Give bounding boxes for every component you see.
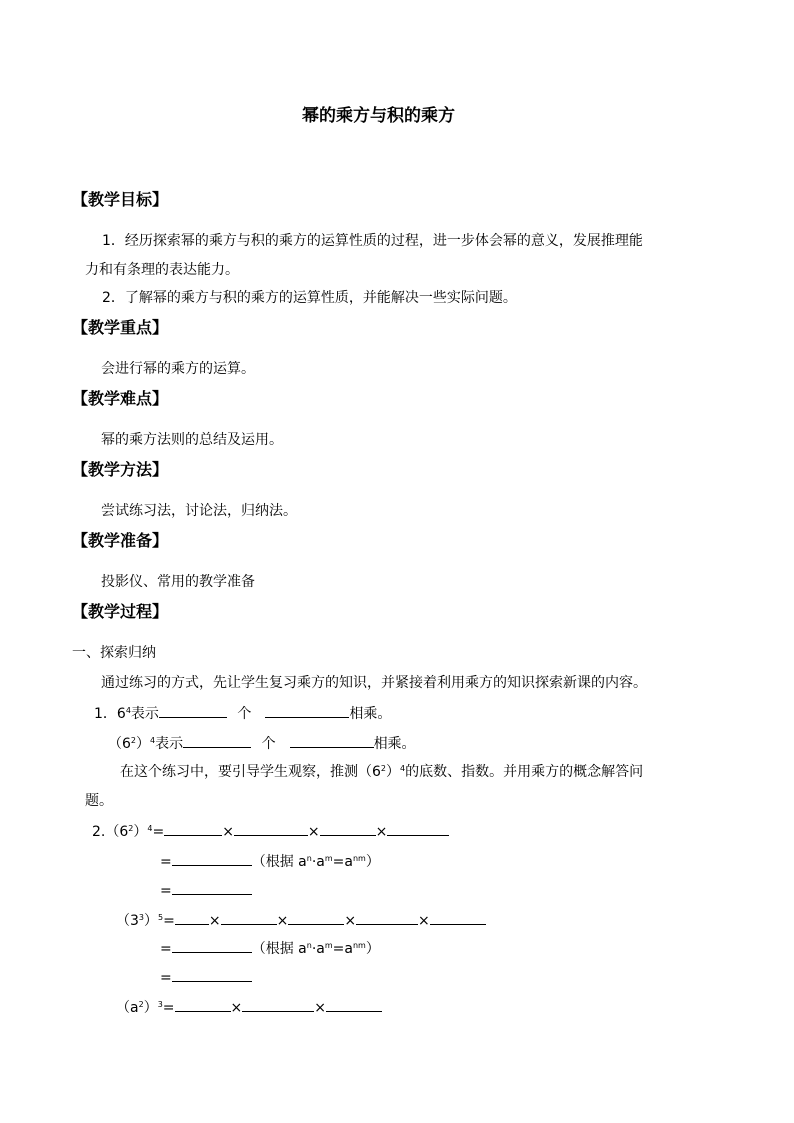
equals-sign: = <box>160 883 172 899</box>
q1b-close: ） <box>136 736 151 752</box>
times-sign: × <box>208 913 221 929</box>
q3-exp-5: 5 <box>158 913 164 922</box>
goal-1-line-2: 力和有条理的表达能力。 <box>85 262 239 278</box>
heading-process: 【教学过程】 <box>72 602 169 621</box>
q2-blank-2[interactable] <box>234 821 308 836</box>
q1-number: 1．6 <box>94 706 126 722</box>
q3-blank-6[interactable] <box>172 938 252 953</box>
q1b-ge-label: 个 <box>261 736 276 752</box>
question-3-line-1 <box>116 910 486 931</box>
q1-blank-1[interactable] <box>159 703 227 718</box>
q4-base: （a <box>116 1000 139 1016</box>
q3-base: （3 <box>116 913 139 929</box>
q3-blank-1[interactable] <box>175 910 209 925</box>
heading-method: 【教学方法】 <box>72 460 169 479</box>
q4-exp-3: 3 <box>157 1000 163 1009</box>
q2-exp-4: 4 <box>147 824 153 833</box>
q4-blank-2[interactable] <box>242 997 314 1012</box>
q1-means-label: 表示 <box>130 706 159 722</box>
difficulty-text: 幂的乘方法则的总结及运用。 <box>101 432 283 448</box>
q2-equals: = <box>152 824 165 840</box>
q3-blank-7[interactable] <box>172 967 252 982</box>
q3-blank-3[interactable] <box>288 910 344 925</box>
times-sign: × <box>314 1000 326 1016</box>
goal-1-line-1: 1．经历探索幂的乘方与积的乘方的运算性质的过程，进一步体会幂的意义，发展推理能 <box>102 233 643 249</box>
question-1b <box>108 733 416 754</box>
teaching-note-line-2: 题。 <box>85 793 113 809</box>
method-text: 尝试练习法，讨论法，归纳法。 <box>101 503 297 519</box>
heading-goals: 【教学目标】 <box>72 190 169 209</box>
equals-sign: = <box>160 854 172 870</box>
key-points-text: 会进行幂的乘方的运算。 <box>101 361 255 377</box>
q2-blank-3[interactable] <box>320 821 376 836</box>
q2-exp-2: 2 <box>128 824 134 833</box>
times-sign: × <box>344 913 357 929</box>
q1b-exp-2: 2 <box>130 736 137 745</box>
q2-blank-6[interactable] <box>172 880 252 895</box>
question-2-line-2 <box>160 851 380 872</box>
note-exp-2: 2 <box>380 764 386 773</box>
q3-close: ） <box>144 913 159 929</box>
q4-blank-3[interactable] <box>326 997 382 1012</box>
document-title: 幂的乘方与积的乘方 <box>302 106 455 126</box>
note-text-a: 在这个练习中，要引导学生观察，推测（6 <box>120 764 381 780</box>
q1b-blank-2[interactable] <box>290 733 374 748</box>
q1b-base: （6 <box>108 736 131 752</box>
times-sign: × <box>375 824 388 840</box>
basis-note: （根据 $a^n\cdot a^m=a^{nm}$） <box>251 941 380 957</box>
question-2-line-1 <box>92 821 449 842</box>
q1b-end-label: 相乘。 <box>373 736 416 752</box>
q3-blank-2[interactable] <box>221 910 277 925</box>
q4-exp-2: 2 <box>138 1000 144 1009</box>
intro-text: 通过练习的方式，先让学生复习乘方的知识，并紧接着利用乘方的知识探索新课的内容。 <box>101 675 647 691</box>
q1-end-label: 相乘。 <box>349 706 392 722</box>
teaching-note-line-1 <box>120 762 643 782</box>
heading-preparation: 【教学准备】 <box>72 531 169 550</box>
q1-blank-2[interactable] <box>265 703 349 718</box>
note-text-c: 的底数、指数。并用乘方的概念解答问 <box>405 764 644 780</box>
equals-sign: = <box>160 970 172 986</box>
q3-exp-3: 3 <box>138 913 145 922</box>
q1-ge-label: 个 <box>237 706 252 722</box>
q1b-blank-1[interactable] <box>183 733 251 748</box>
note-exp-4: 4 <box>400 764 406 773</box>
goal-2: 2．了解幂的乘方与积的乘方的运算性质，并能解决一些实际问题。 <box>102 290 517 306</box>
times-sign: × <box>418 913 430 929</box>
preparation-text: 投影仪、常用的教学准备 <box>101 574 255 590</box>
part-1-heading: 一、探索归纳 <box>72 645 156 661</box>
q2-label: 2.（6 <box>92 824 129 840</box>
times-sign: × <box>307 824 320 840</box>
q2-blank-5[interactable] <box>172 851 252 866</box>
q1b-exp-4: 4 <box>150 736 156 745</box>
q3-blank-4[interactable] <box>356 910 418 925</box>
q1b-means-label: 表示 <box>155 736 184 752</box>
times-sign: × <box>276 913 289 929</box>
question-2-line-3 <box>160 880 252 901</box>
question-4-line-1 <box>116 997 382 1018</box>
question-1a <box>94 703 391 724</box>
heading-difficulty: 【教学难点】 <box>72 389 169 408</box>
question-3-line-3 <box>160 967 252 988</box>
question-3-line-2 <box>160 938 380 959</box>
times-sign: × <box>230 1000 243 1016</box>
q4-blank-1[interactable] <box>175 997 231 1012</box>
q1-exponent: 4 <box>125 706 131 715</box>
q4-close: ） <box>143 1000 158 1016</box>
times-sign: × <box>222 824 234 840</box>
q2-close: ） <box>133 824 148 840</box>
q2-blank-4[interactable] <box>387 821 449 836</box>
basis-note: （根据 $a^n\cdot a^m=a^{nm}$） <box>251 854 380 870</box>
q3-blank-5[interactable] <box>430 910 486 925</box>
heading-key-points: 【教学重点】 <box>72 318 169 337</box>
q2-blank-1[interactable] <box>164 821 222 836</box>
q3-equals: = <box>163 913 175 929</box>
note-text-b: ） <box>386 764 400 780</box>
equals-sign: = <box>160 941 172 957</box>
q4-equals: = <box>162 1000 175 1016</box>
